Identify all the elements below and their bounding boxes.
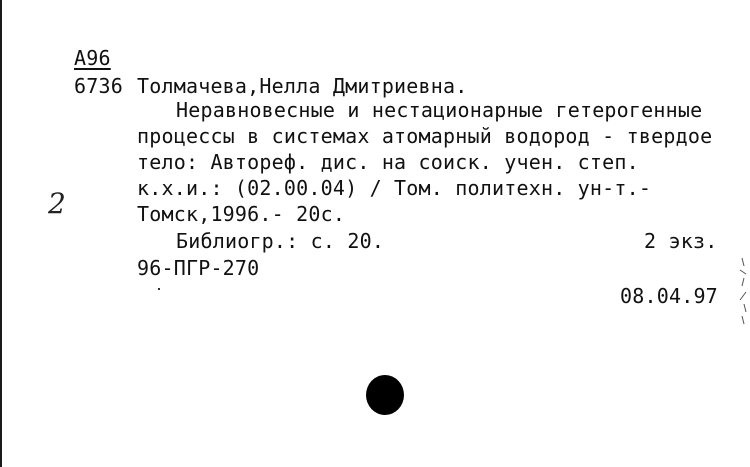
punch-hole	[366, 375, 404, 415]
inventory-number: 6736	[74, 74, 123, 98]
card-edge-line	[0, 0, 2, 467]
title-line-2: процессы в системах атомарный водород - твердое	[137, 124, 713, 148]
author-name: Толмачева,Нелла Дмитриевна.	[137, 74, 468, 98]
bibliography-note: Библиогр.: с. 20.	[176, 229, 385, 253]
copies-count: 2 экз.	[644, 229, 718, 253]
entry-date: 08.04.97	[620, 284, 718, 308]
title-line-3: тело: Автореф. дис. на соиск. учен. степ.	[137, 150, 639, 174]
shelf-mark: А96	[74, 46, 111, 70]
title-line-1: Неравновесные и нестационарные гетерогенные	[176, 98, 703, 122]
ink-speck	[158, 288, 160, 290]
edge-scribble-mark	[724, 256, 750, 326]
title-line-5: Томск,1996.- 20с.	[137, 202, 346, 226]
record-code: 96-ПГР-270	[137, 256, 260, 280]
title-line-4: к.х.и.: (02.00.04) / Том. политехн. ун-т.-	[137, 176, 652, 200]
handwritten-margin-note: 2	[48, 187, 66, 220]
